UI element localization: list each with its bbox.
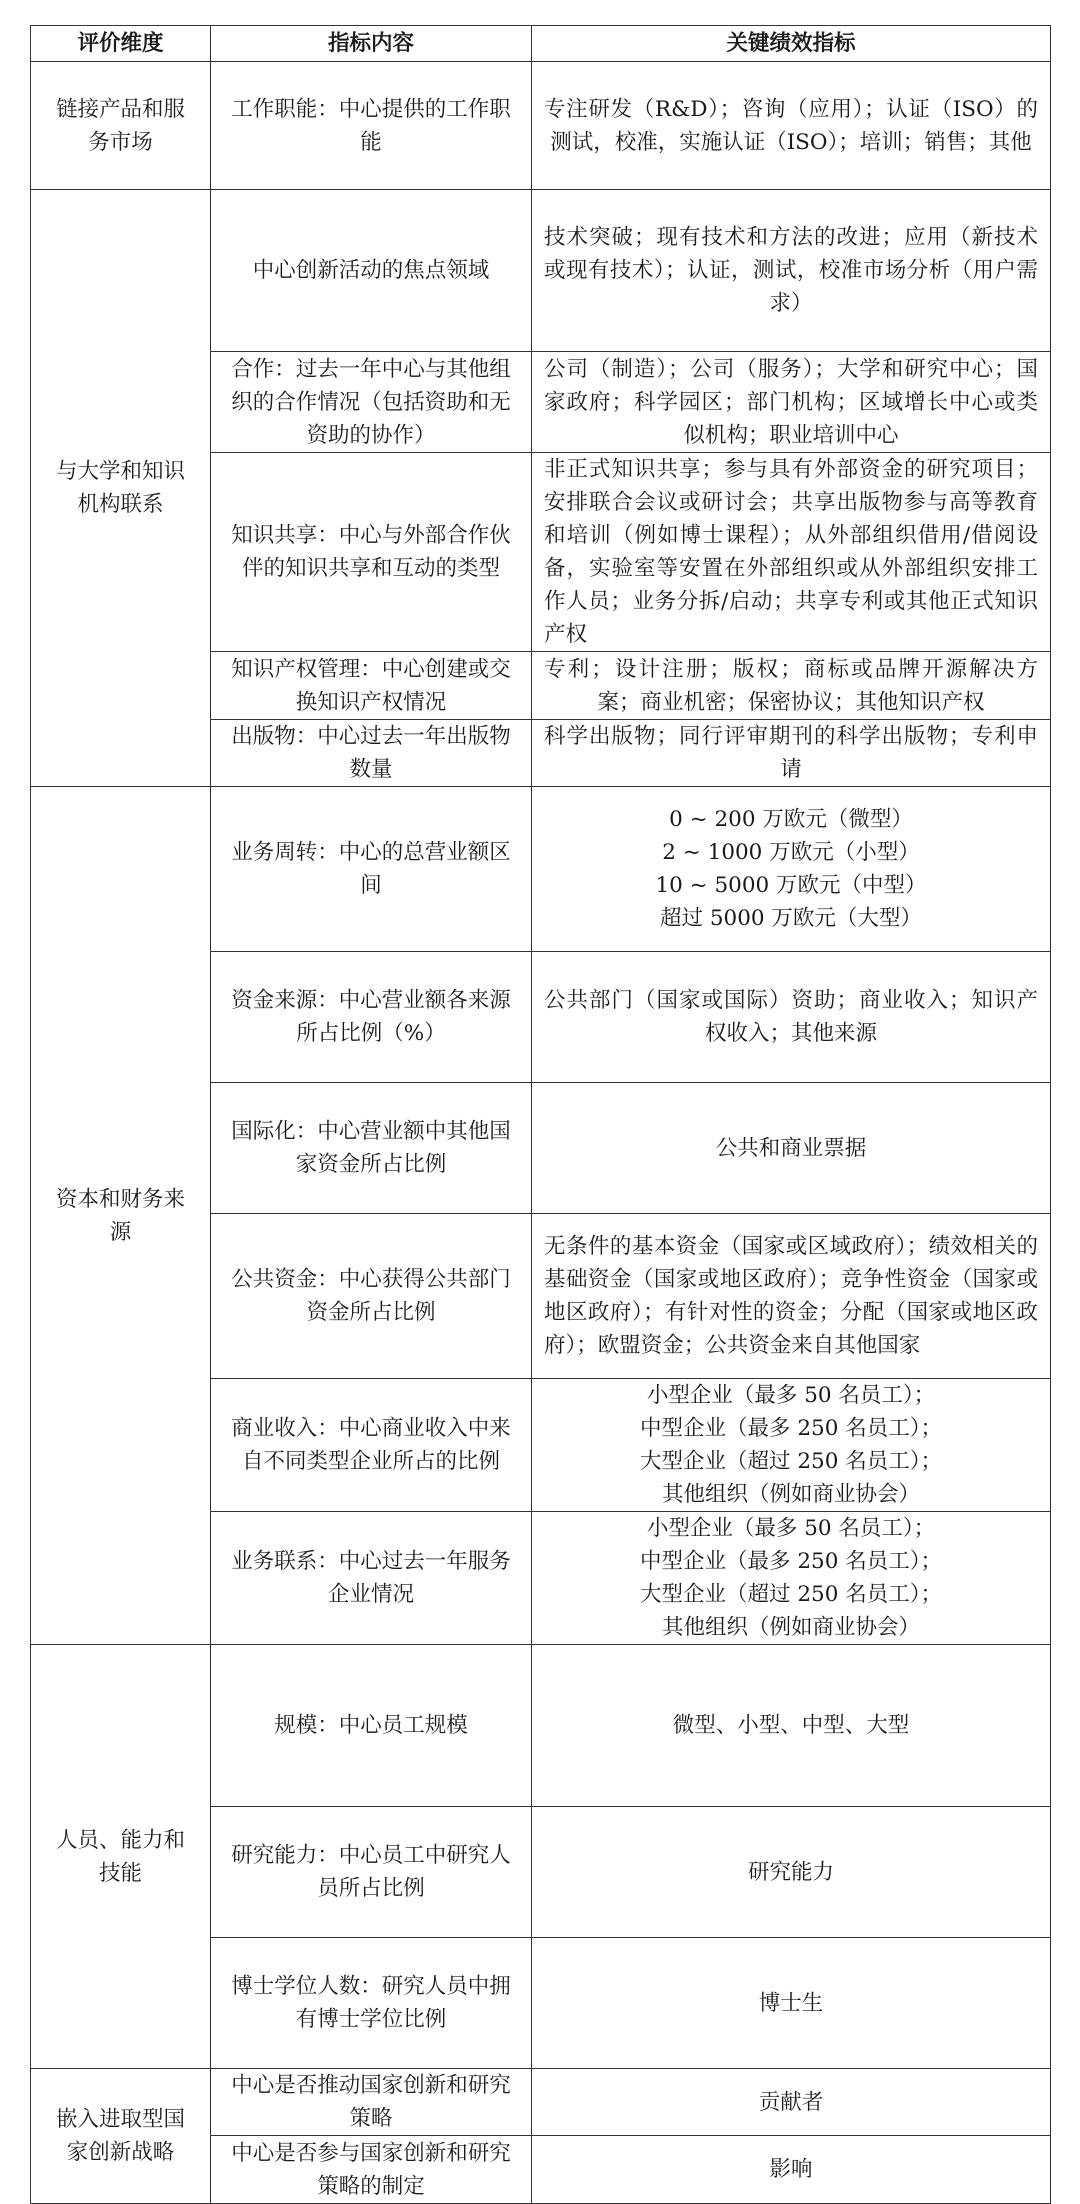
kpi-line: 大型企业（超过 250 名员工）； [640,1582,942,1607]
kpi-cell: 贡献者 [532,2069,1051,2136]
table-row [31,787,1051,952]
header-indicator: 指标内容 [211,26,532,62]
kpi-cell [532,787,1051,952]
table-row [31,1645,1051,1807]
document-page [30,25,1051,2204]
dimension-cell: 人员、能力和技能 [31,1645,211,2069]
indicator-cell: 商业收入：中心商业收入中来自不同类型企业所占的比例 [211,1379,532,1512]
dimension-cell: 资本和财务来源 [31,787,211,1645]
indicator-cell: 业务周转：中心的总营业额区间 [211,787,532,952]
kpi-cell [532,1512,1051,1645]
indicator-cell: 知识产权管理：中心创建或交换知识产权情况 [211,652,532,720]
kpi-cell: 专利；设计注册；版权；商标或品牌开源解决方案；商业机密；保密协议；其他知识产权 [532,652,1051,720]
kpi-line: 中型企业（最多 250 名员工）； [640,1416,942,1441]
indicator-cell: 博士学位人数：研究人员中拥有博士学位比例 [211,1938,532,2069]
dimension-cell: 与大学和知识机构联系 [31,190,211,787]
kpi-line: 大型企业（超过 250 名员工）； [640,1449,942,1474]
table-header-row [31,26,1051,62]
kpi-line: 其他组织（例如商业协会） [661,1482,920,1507]
kpi-line: 其他组织（例如商业协会） [661,1615,920,1640]
table-row [31,190,1051,352]
kpi-line: 小型企业（最多 50 名员工）； [646,1516,936,1541]
kpi-cell: 影响 [532,2136,1051,2204]
indicator-cell: 规模：中心员工规模 [211,1645,532,1807]
dimension-cell: 链接产品和服务市场 [31,62,211,190]
kpi-cell: 科学出版物；同行评审期刊的科学出版物；专利申请 [532,720,1051,787]
kpi-cell: 微型、小型、中型、大型 [532,1645,1051,1807]
indicator-cell: 资金来源：中心营业额各来源所占比例（%） [211,952,532,1083]
kpi-cell: 公司（制造）；公司（服务）；大学和研究中心；国家政府；科学园区；部门机构；区域增长中心或类似机构；职业培训中心 [532,352,1051,453]
indicator-cell: 中心是否参与国家创新和研究策略的制定 [211,2136,532,2204]
kpi-line: 小型企业（最多 50 名员工）； [646,1383,936,1408]
kpi-cell: 公共和商业票据 [532,1083,1051,1214]
kpi-cell: 博士生 [532,1938,1051,2069]
kpi-cell: 研究能力 [532,1807,1051,1938]
kpi-line: 超过 5000 万欧元（大型） [660,906,922,931]
dimension-cell: 嵌入进取型国家创新战略 [31,2069,211,2204]
header-kpi: 关键绩效指标 [532,26,1051,62]
kpi-cell: 公共部门（国家或国际）资助；商业收入；知识产权收入；其他来源 [532,952,1051,1083]
kpi-line: 0 ~ 200 万欧元（微型） [669,807,913,832]
kpi-line: 中型企业（最多 250 名员工）； [640,1549,942,1574]
indicator-cell: 合作：过去一年中心与其他组织的合作情况（包括资助和无资助的协作） [211,352,532,453]
indicator-cell: 公共资金：中心获得公共部门资金所占比例 [211,1214,532,1379]
kpi-cell [532,1379,1051,1512]
table-row [31,2069,1051,2136]
kpi-evaluation-table [30,25,1051,2204]
kpi-cell: 技术突破；现有技术和方法的改进；应用（新技术或现有技术）；认证，测试，校准市场分析（用户需求） [532,190,1051,352]
kpi-cell: 非正式知识共享；参与具有外部资金的研究项目；安排联合会议或研讨会；共享出版物参与高等教育和培训（例如博士课程）；从外部组织借用/借阅设备，实验室等安置在外部组织或从外部组织安排工作人员；业务分拆/启动；共享专利或其他正式知识产权 [532,453,1051,652]
indicator-cell: 出版物：中心过去一年出版物数量 [211,720,532,787]
indicator-cell: 研究能力：中心员工中研究人员所占比例 [211,1807,532,1938]
indicator-cell: 知识共享：中心与外部合作伙伴的知识共享和互动的类型 [211,453,532,652]
kpi-cell: 专注研发（R&D）；咨询（应用）；认证（ISO）的测试，校准，实施认证（ISO）；培训；销售；其他 [532,62,1051,190]
kpi-line: 10 ~ 5000 万欧元（中型） [655,873,927,898]
indicator-cell: 国际化：中心营业额中其他国家资金所占比例 [211,1083,532,1214]
kpi-cell: 无条件的基本资金（国家或区域政府）；绩效相关的基础资金（国家或地区政府）；竞争性资金（国家或地区政府）；有针对性的资金；分配（国家或地区政府）；欧盟资金；公共资金来自其他国家 [532,1214,1051,1379]
indicator-cell: 中心是否推动国家创新和研究策略 [211,2069,532,2136]
indicator-cell: 工作职能：中心提供的工作职能 [211,62,532,190]
header-dimension: 评价维度 [31,26,211,62]
table-row [31,62,1051,190]
kpi-line: 2 ~ 1000 万欧元（小型） [662,840,920,865]
indicator-cell: 业务联系：中心过去一年服务企业情况 [211,1512,532,1645]
indicator-cell: 中心创新活动的焦点领域 [211,190,532,352]
